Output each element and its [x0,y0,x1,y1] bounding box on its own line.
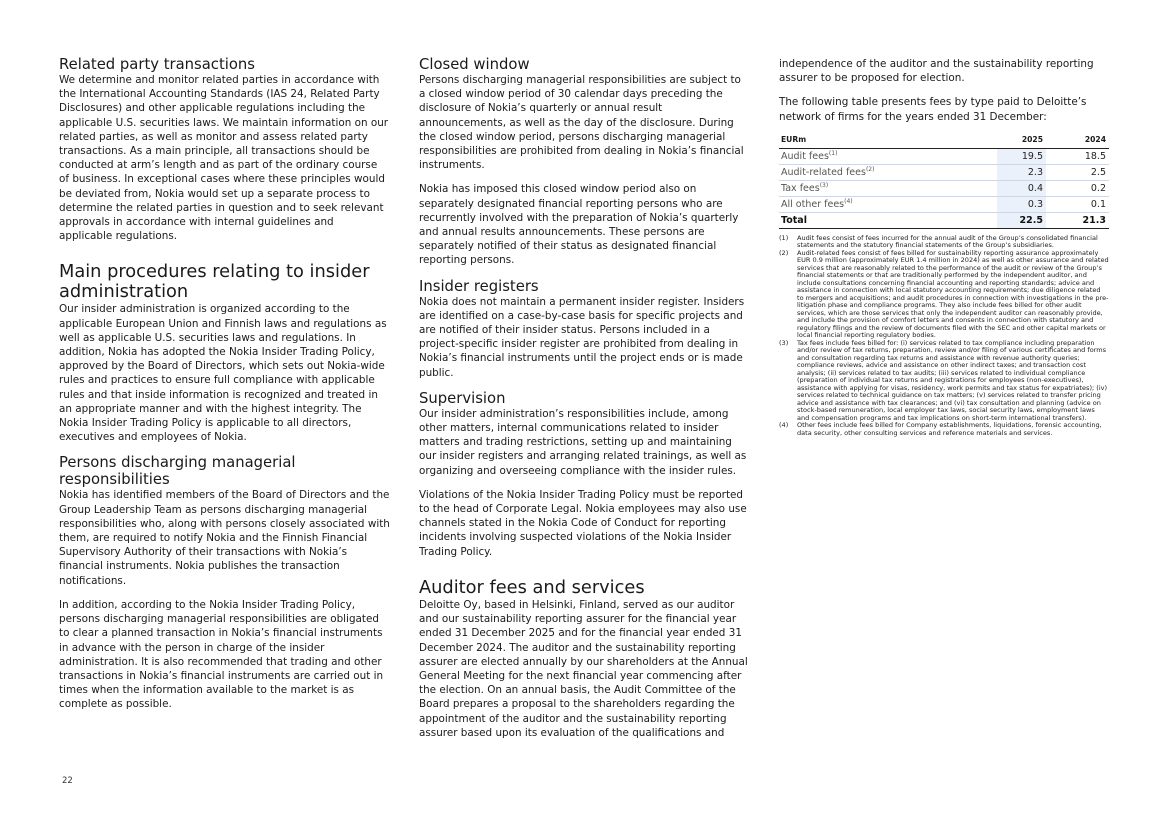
paragraph-related-party: We determine and monitor related parties in accordance with the International Accounting Standards (IAS 24, Related Party Disclosures) and other applicable regulations including the applicable U.S. securities laws. We maintain information on our related parties, as well as monitor and assess related party transactions. As a main principle, all transactions should be conducted at arm’s length and as part of the ordinary course of business. In exceptional cases where these principles would be deviated from, Nokia would set up a separate process to determine the related parties in question and to seek relevant approvals in accordance with internal guidelines and applicable regulations. [59,74,389,243]
year-2025-header: 2025 [997,134,1046,149]
heading-auditor-fees: Auditor fees and services [419,576,645,598]
fees-table [779,134,1109,229]
value-2025: 0.3 [997,196,1046,212]
value-2025: 19.5 [997,148,1046,164]
value-2024: 0.2 [1046,180,1109,196]
table-row [779,180,1109,196]
table-total-row [779,212,1109,228]
footnote [779,250,1109,340]
footnote-number: (4) [779,421,789,430]
table-unit-header: EURm [779,134,997,149]
value-2024: 2.5 [1046,164,1109,180]
paragraph-table-intro: The following table presents fees by type paid to Deloitte’s network of firms for the years ended 31 December: [779,96,1087,123]
value-2024: 18.5 [1046,148,1109,164]
footnotes [779,235,1109,438]
heading-related-party: Related party transactions [59,56,256,73]
table-header-row [779,134,1109,149]
paragraph-persons-clearance: In addition, according to the Nokia Insider Trading Policy, persons discharging managerial responsibilities are obligated to clear a planned transaction in Nokia’s financial instruments in advance with the person in charge of the insider administration. It is also recommended that trading and other transactions in Nokia’s financial instruments are carried out in times when the information available to the market is as complete as possible. [59,598,384,711]
total-2024: 21.3 [1046,212,1109,228]
value-2025: 2.3 [997,164,1046,180]
footnote-text: Other fees include fees billed for Company establishments, liquidations, forensic accounting, data security, other consulting services and reference materials and services. [797,421,1102,437]
footnote-number: (1) [779,233,789,242]
heading-insider-registers: Insider registers [419,277,539,295]
value-2024: 0.1 [1046,196,1109,212]
paragraph-violations: Violations of the Nokia Insider Trading Policy must be reported to the head of Corporate Legal. Nokia employees may also use channels stated in the Nokia Code of Conduct for reporting incidents involving suspected violations of the Nokia Insider Trading Policy. [419,488,747,558]
paragraph-insider-registers: Nokia does not maintain a permanent insider register. Insiders are identified on a case-by-case basis for specific projects and are notified of their insider status. Persons included in a project-specific insider register are prohibited from dealing in Nokia’s financial instruments until the project ends or is made public. [419,295,745,379]
total-2025: 22.5 [997,212,1046,228]
year-2024-header: 2024 [1046,134,1109,149]
page-number: 22 [62,776,73,786]
footnote [779,235,1109,250]
footnote-text: Audit fees consist of fees incurred for the annual audit of the Group’s consolidated financial statements and the statutory financial statements of the Group’s subsidiaries. [797,233,1098,250]
paragraph-auditor: Deloitte Oy, based in Helsinki, Finland, served as our auditor and our sustainability reporting assurer for the financial year ended 31 December 2025 and for the financial year ended 31 December 2024. The auditor and the sustainability reporting assurer are elected annually by our shareholders at the Annual General Meeting for the next financial year commencing after the election. On an annual basis, the Audit Committee of the Board prepares a proposal to the shareholders regarding the appointment of the auditor and the sustainability reporting assurer based upon its evaluation of the qualifications and [419,598,748,739]
column-right [779,57,1109,437]
paragraph-insider-administration: Our insider administration is organized according to the applicable European Union and Finnish laws and regulations as well as applicable U.S. securities laws and regulations. In addition, Nokia has adopted the Nokia Insider Trading Policy, approved by the Board of Directors, which sets out Nokia-wide rules and practices to ensure full compliance with applicable rules and that inside information is recognized and treated in an appropriate manner and with the highest integrity. The Nokia Insider Trading Policy is applicable to all directors, executives and employees of Nokia. [59,303,387,444]
footnote [779,422,1109,437]
footnote-text: Audit-related fees consist of fees billed for sustainability reporting assurance approximately EUR 0.9 million (approximately EUR 1.4 million in 2024) as well as other assurance and related services that are reasonably related to the performance of the audit or review of the Group’s financial statements or that are traditionally performed by the independent auditor, and include consultations concerning financial accounting and reporting standards; advice and assistance in connection with local statutory accounting requirements; due diligence related to mergers and acquisitions; and audit procedures in connection with investigations in the pre-litigation phase and compliance programs. They also include fees billed for other audit services, which are those services that only the independent auditor can reasonably provide, and include the provision of comfort letters and consents in connection with statutory and regulatory filings and the review of documents filed with the SEC and other capital markets or local financial reporting regulatory bodies. [797,248,1109,340]
value-2025: 0.4 [997,180,1046,196]
row-label: Tax fees$^{(3)}$ [779,180,997,196]
column-left [59,56,390,722]
heading-insider-administration: Main procedures relating to insider administration [59,261,370,303]
paragraph-closed-window-designated: Nokia has imposed this closed window period also on separately designated financial reporting persons who are recurrently involved with the preparation of Nokia’s quarterly and annual results announcements. These persons are separately notified of their status as designated financial reporting persons. [419,183,739,267]
footnote [779,340,1109,423]
heading-persons-discharging: Persons discharging managerial responsibilities [59,454,296,489]
table-row [779,164,1109,180]
paragraph-auditor-continued: independence of the auditor and the sustainability reporting assurer to be proposed for election. [779,58,1094,85]
total-label: Total [779,212,997,228]
heading-supervision: Supervision [419,389,506,407]
footnote-number: (2) [779,248,789,257]
heading-closed-window: Closed window [419,56,530,73]
footnote-number: (3) [779,338,789,347]
paragraph-closed-window: Persons discharging managerial responsibilities are subject to a closed window period of 30 calendar days preceding the disclosure of Nokia’s quarterly or annual result announcements, as well as the day of the disclosure. During the closed window period, persons discharging managerial responsibilities are prohibited from dealing in Nokia’s financial instruments. [419,74,744,172]
paragraph-supervision: Our insider administration’s responsibilities include, among other matters, internal communications related to insider matters and trading restrictions, setting up and maintaining our insider registers and arranging related trainings, as well as organizing and overseeing compliance with the insider rules. [419,407,747,477]
row-label: Audit fees$^{(1)}$ [779,148,997,164]
table-row [779,196,1109,212]
column-middle [419,56,750,750]
table-row [779,148,1109,164]
paragraph-persons-notify: Nokia has identified members of the Board of Directors and the Group Leadership Team as persons discharging managerial responsibilities who, along with persons closely associated with them, are required to notify Nokia and the Finnish Financial Supervisory Authority of their transactions with Nokia’s financial instruments. Nokia publishes the transaction notifications. [59,489,390,587]
row-label: Audit-related fees$^{(2)}$ [779,164,997,180]
row-label: All other fees$^{(4)}$ [779,196,997,212]
footnote-text: Tax fees include fees billed for: (i) services related to tax compliance including preparation and/or review of tax returns, preparation, review and/or filing of various certificates and forms and consultation regarding tax returns and assistance with revenue authority queries; compliance reviews, advice and assistance on other indirect taxes; and transaction cost analysis; (ii) services related to tax audits; (iii) services related to individual compliance (preparation of individual tax returns and registrations for employees (non-executives), assistance with applying for visas, residency, work permits and tax status for expatriates); (iv) services related to technical guidance on tax matters; (v) services related to transfer pricing advice and assistance with tax clearances; and (vi) tax consultation and planning (advice on stock-based remuneration, local employer tax laws, social security laws, employment laws and compensation programs and tax implications on short-term international transfers). [797,338,1108,422]
